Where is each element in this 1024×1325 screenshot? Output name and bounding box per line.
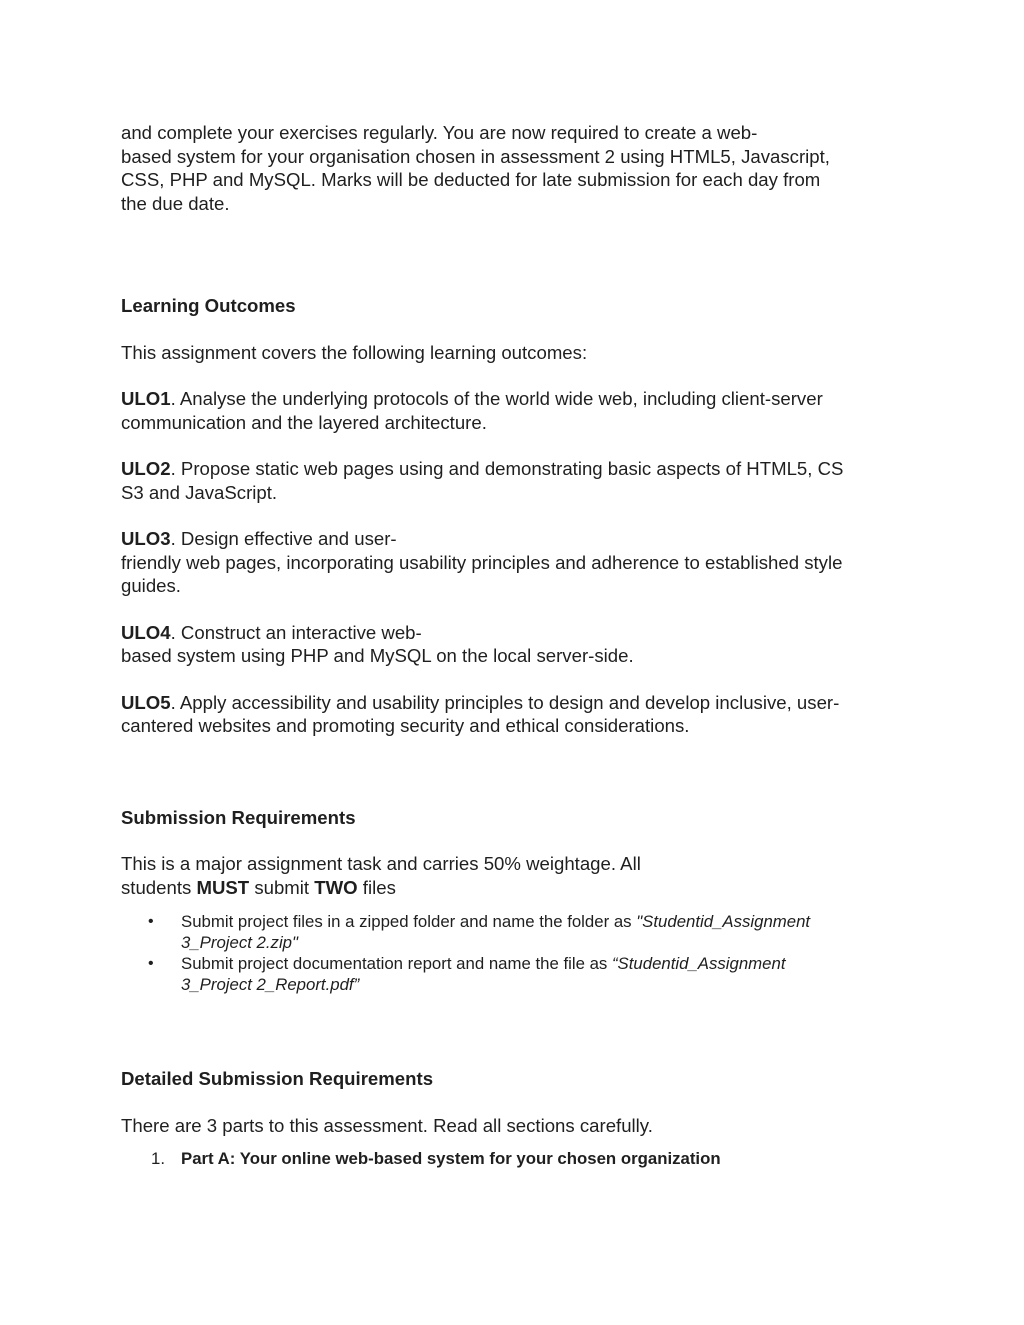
intro-line: the due date. (121, 192, 230, 214)
ulo-code: ULO2 (121, 458, 171, 479)
submission-text: submit (249, 876, 315, 898)
ulo-text: friendly web pages, incorporating usability principles and adherence to established style (121, 551, 843, 573)
ulo-text: . Apply accessibility and usability principles to design and develop inclusive, user- (170, 691, 840, 713)
ulo-item (121, 457, 911, 504)
filename: "Studentid_Assignment (636, 912, 811, 931)
ulo-text: . Analyse the underlying protocols of the world wide web, including client-server (170, 388, 823, 409)
filename: 3_Project 2_Report.pdf” (181, 975, 360, 994)
submission-line: This is a major assignment task and carries 50% weightage. All (121, 853, 641, 874)
ulo-text: communication and the layered architecture. (121, 411, 487, 433)
detailed-intro: There are 3 parts to this assessment. Read all sections carefully. (121, 1114, 653, 1136)
ulo-code: ULO4 (121, 621, 171, 643)
submission-text: files (357, 876, 396, 898)
intro-paragraph (121, 121, 911, 215)
two-emphasis: TWO (314, 876, 358, 898)
learning-outcomes-heading: Learning Outcomes (121, 295, 296, 316)
ulo-item (121, 527, 911, 598)
list-number: 1. (151, 1149, 165, 1168)
submission-text: students (121, 876, 197, 898)
list-item: • Submit project files in a zipped folder and name the folder as "Studentid_Assignment 3_Project 2.zip" (148, 912, 811, 952)
ulo-text: . Design effective and user- (170, 528, 397, 549)
detailed-numbered-list (121, 1148, 911, 1169)
submission-paragraph (121, 852, 911, 899)
ulo-text: cantered websites and promoting security and ethical considerations. (121, 715, 690, 736)
intro-line: and complete your exercises regularly. You are now required to create a web- (121, 122, 758, 143)
ulo-item (121, 621, 911, 668)
detailed-heading: Detailed Submission Requirements (121, 1068, 434, 1089)
ulo-text: . Propose static web pages using and demonstrating basic aspects of HTML5, CS (170, 458, 844, 479)
intro-line: CSS, PHP and MySQL. Marks will be deducted for late submission for each day from (121, 169, 821, 190)
filename: “Studentid_Assignment (611, 954, 786, 973)
ulo-item (121, 387, 911, 434)
bullet-icon: • (148, 913, 154, 930)
must-emphasis: MUST (196, 876, 250, 898)
submission-bullet-list (121, 911, 911, 995)
learning-outcomes-intro: This assignment covers the following learning outcomes: (121, 341, 588, 363)
ulo-item (121, 691, 911, 738)
ulo-text: based system using PHP and MySQL on the local server-side. (121, 645, 634, 666)
ulo-code: ULO5 (121, 691, 171, 713)
intro-line: based system for your organisation chosen in assessment 2 using HTML5, Javascript, (121, 145, 830, 167)
document-page (121, 121, 911, 1169)
list-item (121, 1148, 911, 1169)
list-item: • Submit project documentation report and name the file as “Studentid_Assignment 3_Project 2_Report.pdf” (148, 954, 786, 994)
ulo-code: ULO1 (121, 388, 171, 409)
list-item-text: Part A: Your online web-based system for your chosen organization (181, 1149, 721, 1168)
bullet-icon: • (148, 955, 154, 972)
ulo-text: guides. (121, 575, 181, 596)
ulo-code: ULO3 (121, 528, 171, 549)
filename: 3_Project 2.zip" (181, 933, 298, 952)
ulo-text: . Construct an interactive web- (170, 621, 422, 643)
submission-heading: Submission Requirements (121, 806, 356, 828)
ulo-text: S3 and JavaScript. (121, 481, 278, 503)
